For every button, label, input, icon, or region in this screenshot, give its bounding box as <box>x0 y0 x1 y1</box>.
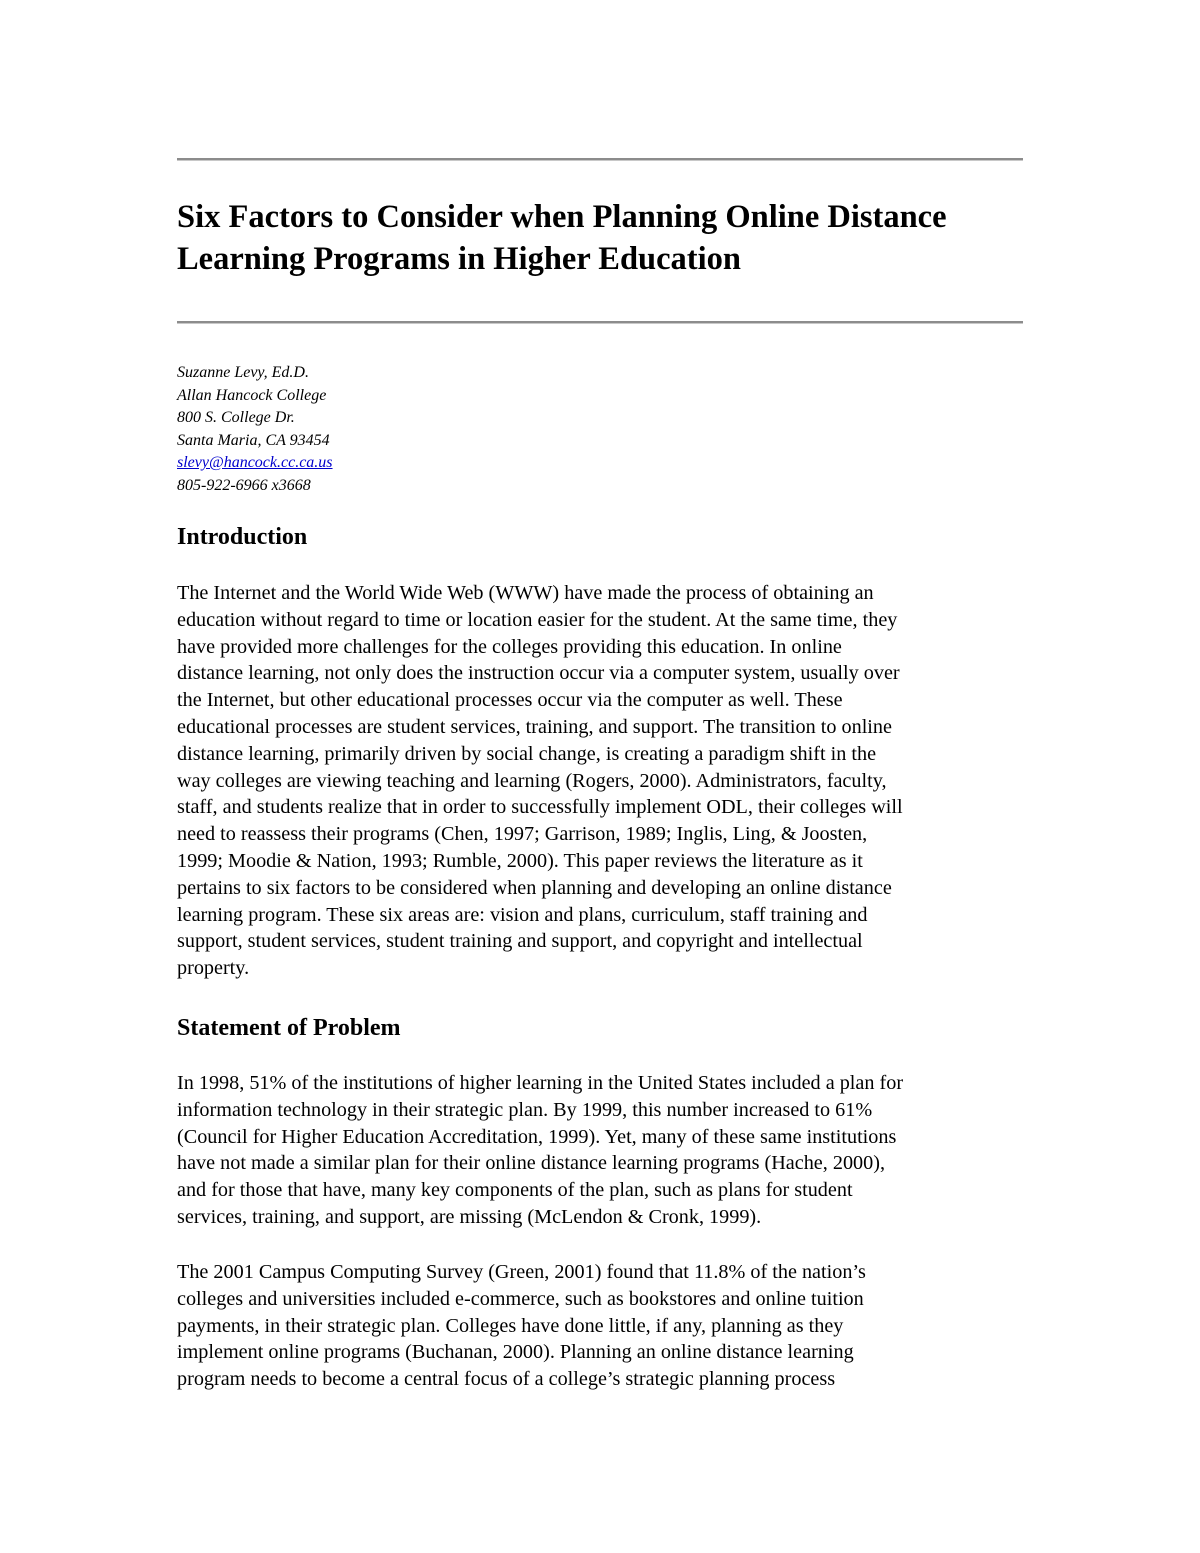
text-line: have not made a similar plan for their online distance learning programs (Hache, 2000), <box>177 1152 886 1175</box>
author-institution: Allan Hancock College <box>177 386 327 404</box>
author-block <box>177 362 333 497</box>
text-line: support, student services, student training and support, and copyright and intellectual <box>177 930 863 953</box>
author-street: 800 S. College Dr. <box>177 409 295 426</box>
text-line: property. <box>177 957 250 980</box>
text-line: and for those that have, many key components of the plan, such as plans for student <box>177 1179 853 1202</box>
paper-title <box>177 196 1037 280</box>
text-line: staff, and students realize that in order to successfully implement ODL, their colleges will <box>177 796 903 819</box>
top-horizontal-rule <box>177 158 1023 161</box>
text-line: payments, in their strategic plan. Colleges have done little, if any, planning as they <box>177 1314 844 1337</box>
text-line: have provided more challenges for the colleges providing this education. In online <box>177 635 842 658</box>
author-name: Suzanne Levy, Ed.D. <box>177 364 309 381</box>
problem-paragraph-1 <box>177 1070 1037 1231</box>
author-email-link[interactable]: slevy@hancock.cc.ca.us <box>177 454 333 471</box>
introduction-heading: Introduction <box>177 524 308 550</box>
text-line: 1999; Moodie & Nation, 1993; Rumble, 2000). This paper reviews the literature as it <box>177 849 863 872</box>
text-line: In 1998, 51% of the institutions of higher learning in the United States included a plan for <box>177 1072 904 1094</box>
text-line: The Internet and the World Wide Web (WWW) have made the process of obtaining an <box>177 582 874 604</box>
author-phone: 805-922-6966 x3668 <box>177 476 311 494</box>
text-line: distance learning, primarily driven by social change, is creating a paradigm shift in the <box>177 742 877 765</box>
text-line: need to reassess their programs (Chen, 1997; Garrison, 1989; Inglis, Ling, & Joosten, <box>177 823 868 846</box>
introduction-paragraph <box>177 580 1037 982</box>
title-line: Learning Programs in Higher Education <box>177 241 741 277</box>
text-line: pertains to six factors to be considered when planning and developing an online distance <box>177 876 892 899</box>
text-line: program needs to become a central focus of a college’s strategic planning process <box>177 1368 836 1391</box>
text-line: distance learning, not only does the instruction occur via a computer system, usually over <box>177 662 900 685</box>
text-line: colleges and universities included e-commerce, such as bookstores and online tuition <box>177 1287 864 1310</box>
text-line: way colleges are viewing teaching and learning (Rogers, 2000). Administrators, faculty, <box>177 769 887 792</box>
text-line: learning program. These six areas are: vision and plans, curriculum, staff training and <box>177 903 868 926</box>
author-email-line <box>177 452 333 475</box>
author-city: Santa Maria, CA 93454 <box>177 431 330 449</box>
text-line: The 2001 Campus Computing Survey (Green, 2001) found that 11.8% of the nation’s <box>177 1261 866 1283</box>
text-line: the Internet, but other educational processes occur via the computer as well. These <box>177 689 843 712</box>
text-line: services, training, and support, are missing (McLendon & Cronk, 1999). <box>177 1205 762 1228</box>
text-line: implement online programs (Buchanan, 2000). Planning an online distance learning <box>177 1341 854 1364</box>
text-line: information technology in their strategic plan. By 1999, this number increased to 61% <box>177 1098 873 1121</box>
problem-paragraph-2 <box>177 1259 1037 1393</box>
text-line: educational processes are student services, training, and support. The transition to online <box>177 715 892 738</box>
title-line: Six Factors to Consider when Planning Online Distance <box>177 199 947 235</box>
bottom-horizontal-rule <box>177 321 1023 324</box>
text-line: education without regard to time or location easier for the student. At the same time, they <box>177 608 898 631</box>
text-line: (Council for Higher Education Accreditation, 1999). Yet, many of these same institutions <box>177 1125 897 1148</box>
statement-of-problem-heading: Statement of Problem <box>177 1015 401 1041</box>
